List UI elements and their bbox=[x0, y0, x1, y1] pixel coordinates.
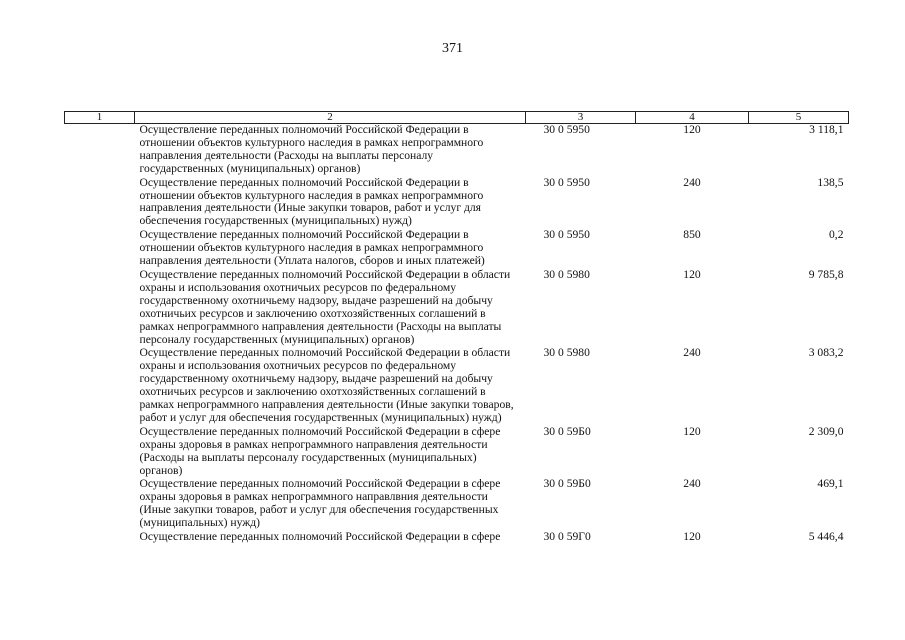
table-row bbox=[65, 478, 849, 531]
table-row bbox=[65, 124, 849, 177]
column-header-3: 3 bbox=[526, 112, 636, 124]
table-row bbox=[65, 177, 849, 230]
row-code: 30 0 59Б0 bbox=[543, 477, 591, 491]
page-number: 371 bbox=[442, 41, 463, 56]
table-row bbox=[65, 531, 849, 545]
row-code: 30 0 5950 bbox=[543, 123, 590, 136]
row-amount: 2 309,0 bbox=[808, 424, 844, 438]
column-header-4: 4 bbox=[636, 112, 749, 124]
row-expense-type: 240 bbox=[683, 346, 701, 360]
row-code: 30 0 5980 bbox=[543, 346, 590, 360]
row-code: 30 0 59Г0 bbox=[543, 530, 591, 544]
budget-table bbox=[64, 111, 849, 545]
column-header-1: 1 bbox=[65, 112, 135, 124]
column-number-header-row bbox=[65, 112, 849, 124]
row-amount: 469,1 bbox=[817, 477, 844, 491]
row-expense-type: 120 bbox=[683, 530, 701, 544]
table-row bbox=[65, 229, 849, 269]
row-code: 30 0 5950 bbox=[543, 175, 590, 189]
row-amount: 138,5 bbox=[817, 175, 844, 189]
column-header-2: 2 bbox=[135, 112, 526, 124]
row-description: Осуществление переданных полномочий Российской Федерации в сфере охраны здоровья в рамках непрограммного направления деятельности (Расходы на выплаты персоналу государственных (муниципальных) органов) bbox=[139, 424, 501, 477]
row-amount: 3 083,2 bbox=[808, 346, 844, 360]
row-code: 30 0 5950 bbox=[543, 228, 590, 242]
row-code: 30 0 59Б0 bbox=[543, 424, 591, 438]
row-expense-type: 120 bbox=[683, 123, 701, 136]
row-expense-type: 120 bbox=[683, 267, 701, 281]
row-description: Осуществление переданных полномочий Российской Федерации в сфере охраны здоровья в рамках непрограммного направлвния деятельности (Иные закупки товаров, работ и услуг для обеспечения государственных (муниципальных) нужд) bbox=[139, 477, 501, 530]
row-expense-type: 850 bbox=[683, 228, 701, 242]
row-expense-type: 240 bbox=[683, 477, 701, 491]
row-description: Осуществление переданных полномочий Российской Федерации в сфере bbox=[139, 530, 501, 544]
row-description: Осуществление переданных полномочий Российской Федерации в отношении объектов культурного наследия в рамках непрограммного направления деятельности (Уплата налогов, сборов и иных платежей) bbox=[139, 228, 485, 268]
row-description: Осуществление переданных полномочий Российской Федерации в области охраны и использования охотничьих ресурсов по федеральному государственному охотничьему надзору, выдаче разрешений на добычу охотничьих ресурсов и заключению охотхозяйственных соглашений в рамках непрограммного направления деятельности (Расходы на выплаты персоналу государственных (муниципальных) органов) bbox=[139, 267, 511, 346]
row-amount: 3 118,1 bbox=[809, 123, 844, 136]
row-expense-type: 240 bbox=[683, 175, 701, 189]
row-code: 30 0 5980 bbox=[543, 267, 590, 281]
row-amount: 9 785,8 bbox=[808, 267, 844, 281]
row-description: Осуществление переданных полномочий Российской Федерации в области охраны и использования охотничьих ресурсов по федеральному государственному охотничьему надзору, выдаче разрешений на добычу охотничьих ресурсов и заключению охотхозяйственных соглашений в рамках непрограммного направления деятельности (Иные закупки товаров, работ и услуг для обеспечения государственных (муниципальных) нужд) bbox=[139, 346, 514, 424]
column-header-5: 5 bbox=[749, 112, 849, 124]
row-amount: 5 446,4 bbox=[808, 530, 844, 544]
row-description: Осуществление переданных полномочий Российской Федерации в отношении объектов культурного наследия в рамках непрограммного направления деятельности (Иные закупки товаров, работ и услуг для обеспечения государственных (муниципальных) нужд) bbox=[139, 175, 484, 228]
table-row bbox=[65, 269, 849, 347]
row-amount: 0,2 bbox=[829, 228, 844, 242]
row-expense-type: 120 bbox=[683, 424, 701, 438]
table-row bbox=[65, 347, 849, 425]
row-description: Осуществление переданных полномочий Российской Федерации в отношении объектов культурного наследия в рамках непрограммного направления деятельности (Расходы на выплаты персоналу государственных (муниципальных) органов) bbox=[139, 123, 484, 175]
table-row bbox=[65, 426, 849, 479]
